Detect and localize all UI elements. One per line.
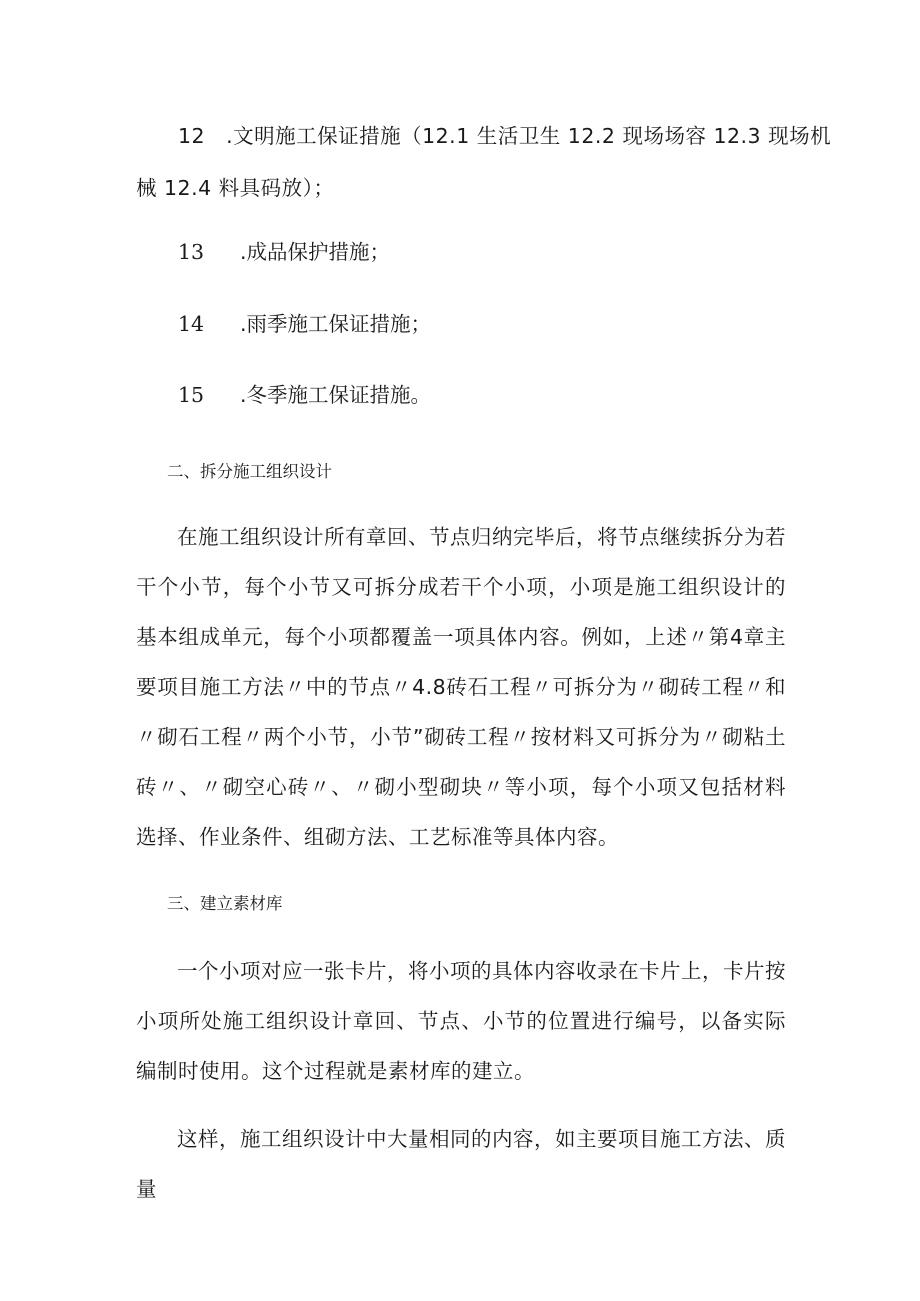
section-heading-3: 三、建立素材库 (167, 894, 283, 913)
list-item-12 (136, 110, 832, 214)
list-item-number: 13 (178, 240, 205, 264)
list-item-14 (178, 309, 431, 339)
list-item-12-line1: 12 .文明施工保证措施（12.1 生活卫生 12.2 现场场容 12.3 现场机 (178, 124, 832, 148)
list-item-text: .雨季施工保证措施； (240, 312, 432, 336)
section-heading-2: 二、拆分施工组织设计 (167, 462, 332, 481)
section-3-paragraph-2: 这样，施工组织设计中大量相同的内容，如主要项目施工方法、质量 (136, 1127, 786, 1201)
list-item-12-line2: 械 12.4 料具码放）； (136, 176, 335, 200)
list-item-13 (178, 237, 390, 267)
list-item-15 (178, 380, 431, 410)
list-item-number: 15 (178, 383, 205, 407)
section-3-paragraph-1: 一个小项对应一张卡片，将小项的具体内容收录在卡片上，卡片按小项所处施工组织设计章回、节点、小节的位置进行编号，以备实际编制时使用。这个过程就是素材库的建立。 (136, 959, 786, 1083)
section-2-paragraph: 在施工组织设计所有章回、节点归纳完毕后，将节点继续拆分为若干个小节，每个小节又可拆分成若干个小项，小项是施工组织设计的基本组成单元，每个小项都覆盖一项具体内容。例如，上述〃第4章主要项目施工方法〃中的节点〃4.8砖石工程〃可拆分为〃砌砖工程〃和〃砌石工程〃两个小节，小节”砌砖工程〃按材料又可拆分为〃砌粘土砖〃、〃砌空心砖〃、〃砌小型砌块〃等小项，每个小项又包括材料选择、作业条件、组砌方法、工艺标准等具体内容。 (136, 525, 786, 849)
list-item-number: 14 (178, 312, 205, 336)
list-item-text: .成品保护措施； (240, 240, 391, 264)
list-item-text: .冬季施工保证措施。 (240, 383, 432, 407)
